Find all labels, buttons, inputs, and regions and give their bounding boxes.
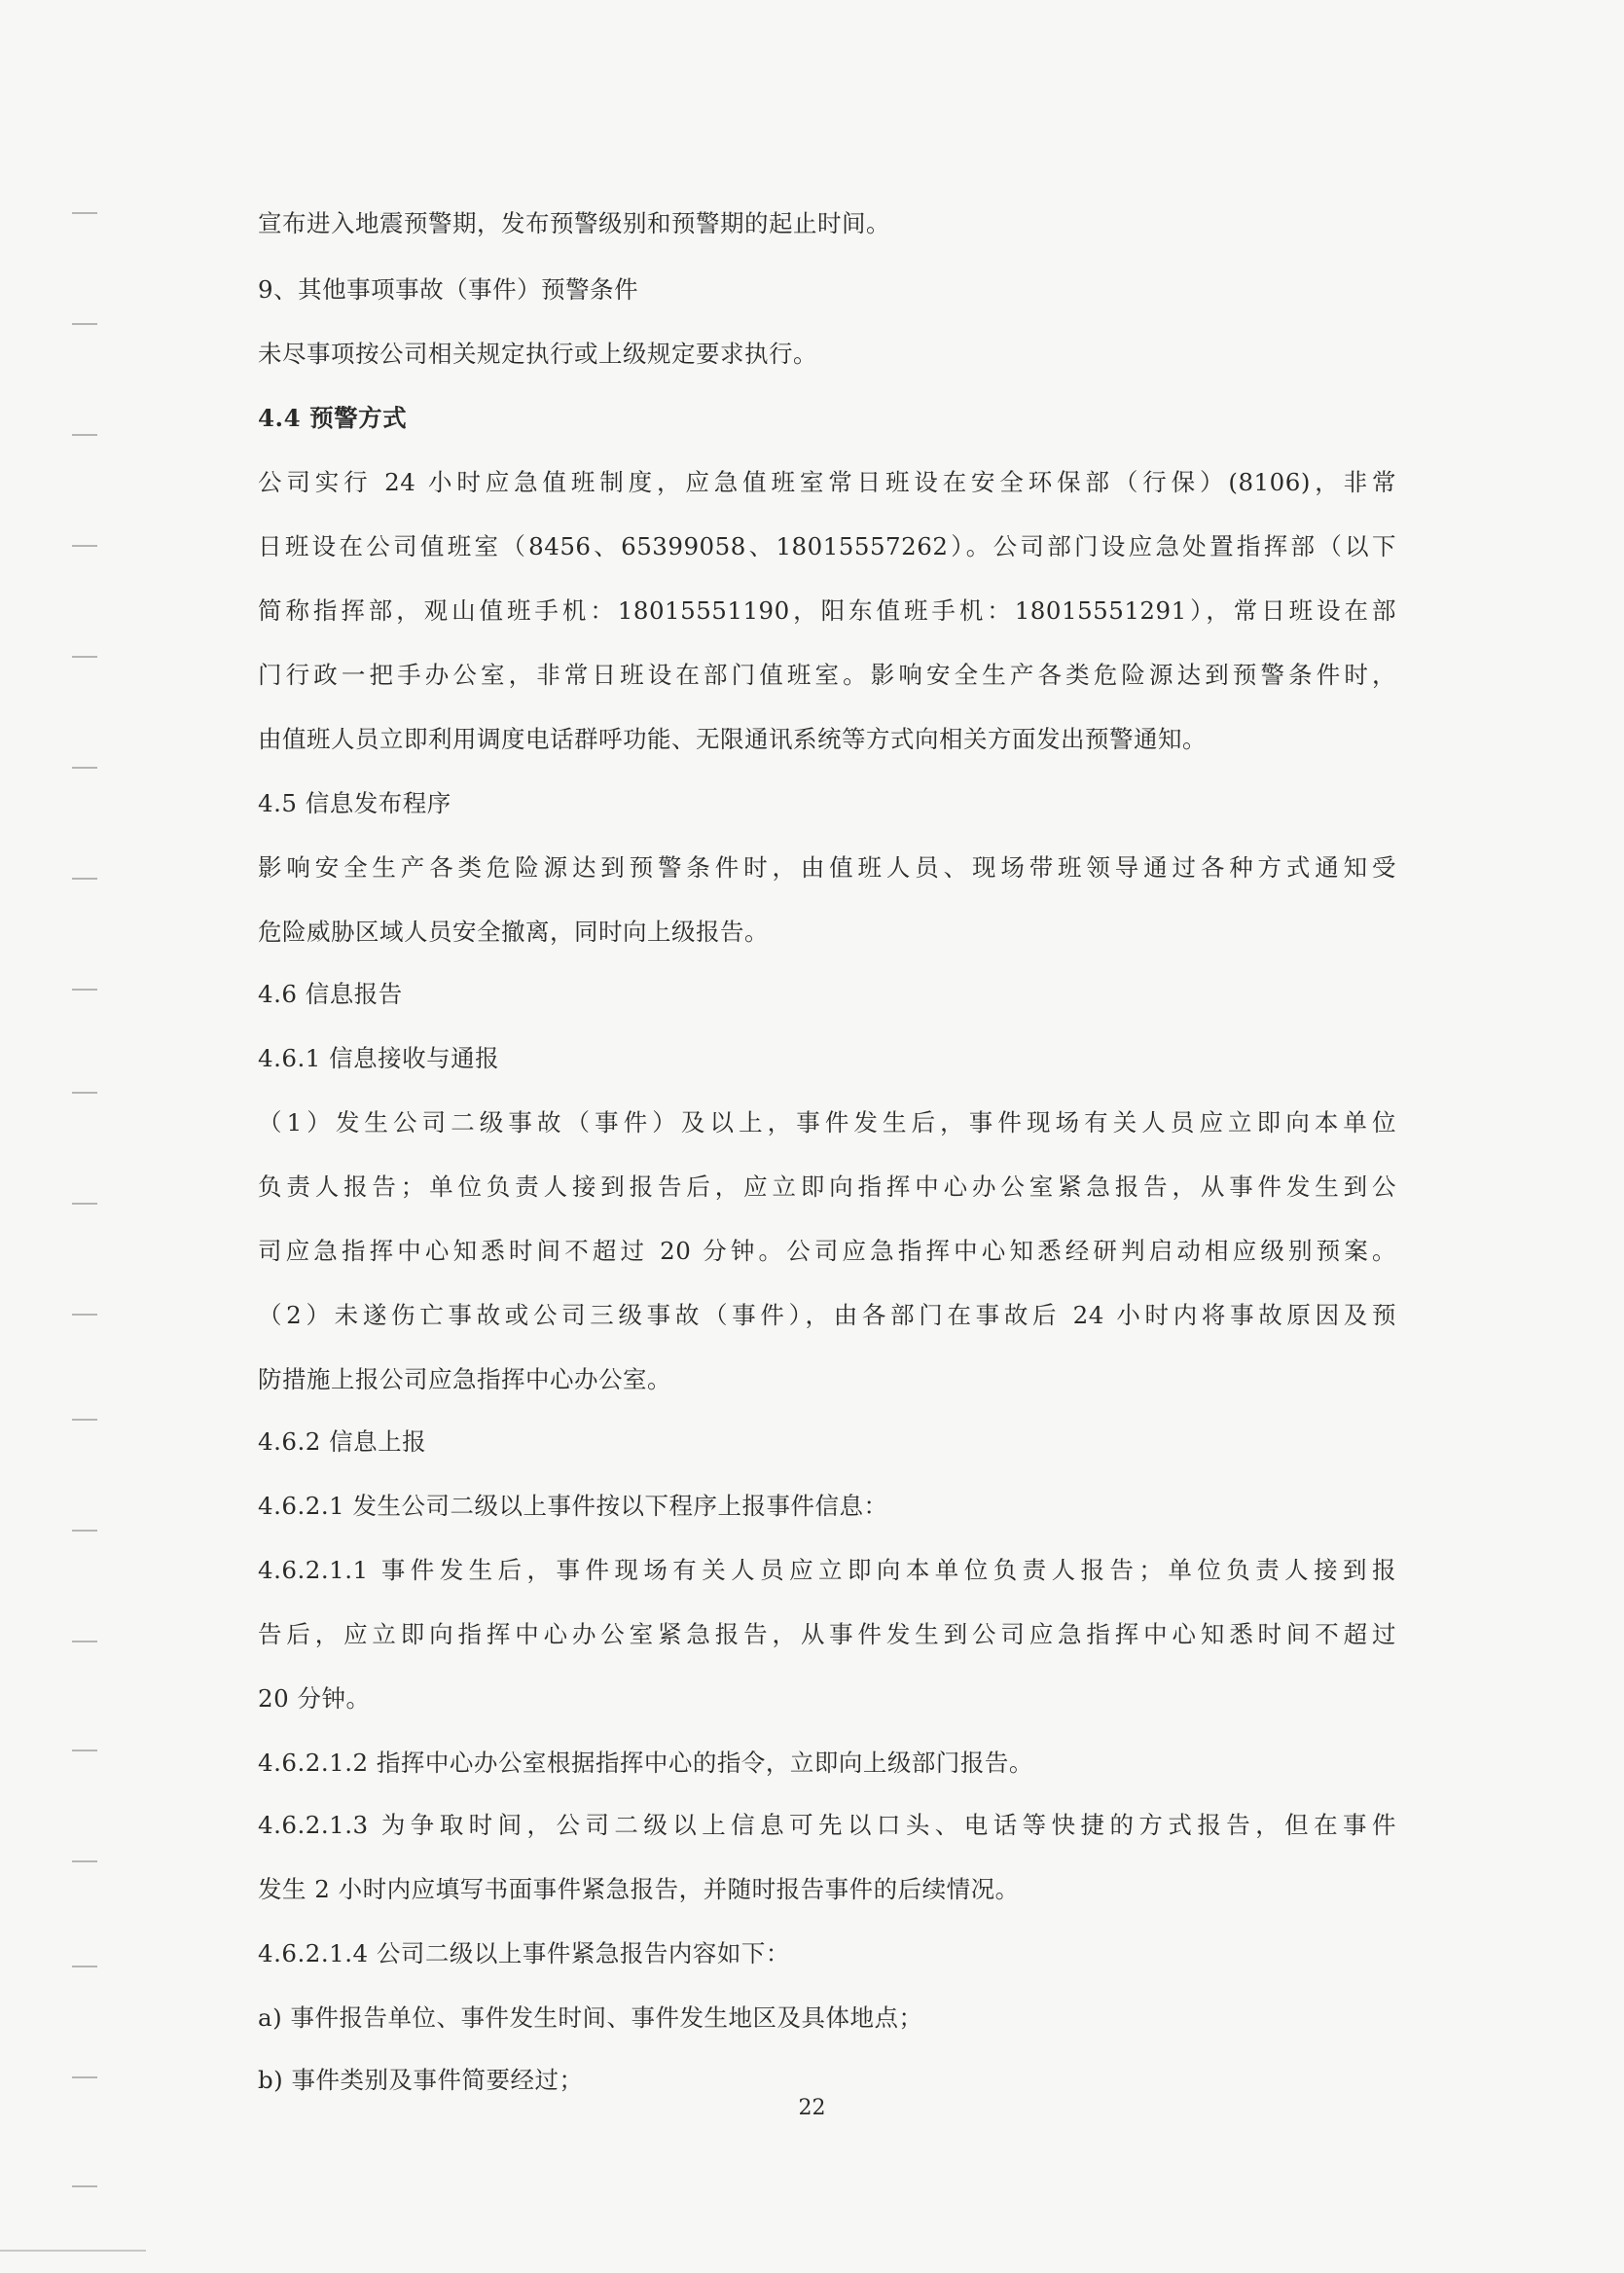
section-heading: 4.6.2 信息上报 — [258, 1427, 427, 1456]
text-line: 4.6.2.1.1 事件发生后，事件现场有关人员应立即向本单位负责人报告；单位负责人接到报 — [258, 1556, 1396, 1584]
binding-mark — [72, 1530, 97, 1532]
text-line: 由值班人员立即利用调度电话群呼功能、无限通讯系统等方式向相关方面发出预警通知。 — [258, 725, 1207, 753]
text-line: 4.6.2.1.3 为争取时间，公司二级以上信息可先以口头、电话等快捷的方式报告，但在事件 — [258, 1811, 1396, 1839]
text-line: 宣布进入地震预警期，发布预警级别和预警期的起止时间。 — [258, 209, 890, 237]
text-line: a) 事件报告单位、事件发生时间、事件发生地区及具体地点； — [258, 2003, 923, 2032]
text-line: 危险威胁区域人员安全撤离，同时向上级报告。 — [258, 918, 769, 946]
section-heading: 4.6 信息报告 — [258, 980, 403, 1008]
text-line: 4.6.2.1.4 公司二级以上事件紧急报告内容如下： — [258, 1939, 790, 1967]
text-line: （1）发生公司二级事故（事件）及以上，事件发生后，事件现场有关人员应立即向本单位 — [258, 1108, 1396, 1136]
text-line: 4.6.2.1 发生公司二级以上事件按以下程序上报事件信息： — [258, 1492, 888, 1520]
binding-mark — [72, 1641, 97, 1642]
binding-mark — [72, 1860, 97, 1862]
text-line: 影响安全生产各类危险源达到预警条件时，由值班人员、现场带班领导通过各种方式通知受 — [258, 853, 1396, 882]
binding-mark — [72, 434, 97, 436]
text-line: 门行政一把手办公室，非常日班设在部门值班室。影响安全生产各类危险源达到预警条件时， — [258, 661, 1396, 689]
binding-mark — [72, 2185, 97, 2187]
binding-mark — [72, 767, 97, 769]
scan-edge-line — [0, 2250, 146, 2252]
text-line: 4.6.2.1.2 指挥中心办公室根据指挥中心的指令，立即向上级部门报告。 — [258, 1749, 1033, 1777]
text-line: 发生 2 小时内应填写书面事件紧急报告，并随时报告事件的后续情况。 — [258, 1875, 1020, 1903]
text-line: 未尽事项按公司相关规定执行或上级规定要求执行。 — [258, 340, 817, 368]
binding-mark — [72, 2076, 97, 2078]
section-heading: 4.6.1 信息接收与通报 — [258, 1044, 500, 1072]
binding-mark — [72, 1092, 97, 1094]
section-heading: 4.5 信息发布程序 — [258, 789, 451, 817]
text-line: 20 分钟。 — [258, 1684, 371, 1713]
text-line: 司应急指挥中心知悉时间不超过 20 分钟。公司应急指挥中心知悉经研判启动相应级别预案。 — [258, 1237, 1396, 1265]
text-line: 日班设在公司值班室（8456、65399058、18015557262）。公司部门设应急处置指挥部（以下 — [258, 532, 1396, 560]
page-number: 22 — [798, 2096, 826, 2120]
text-line: 负责人报告；单位负责人接到报告后，应立即向指挥中心办公室紧急报告，从事件发生到公 — [258, 1173, 1396, 1201]
binding-mark — [72, 212, 97, 214]
text-line: （2）未遂伤亡事故或公司三级事故（事件），由各部门在事故后 24 小时内将事故原因及预 — [258, 1301, 1396, 1329]
binding-mark — [72, 656, 97, 658]
text-line: 告后，应立即向指挥中心办公室紧急报告，从事件发生到公司应急指挥中心知悉时间不超过 — [258, 1620, 1396, 1648]
binding-mark — [72, 1314, 97, 1316]
text-line: 防措施上报公司应急指挥中心办公室。 — [258, 1365, 671, 1393]
binding-mark — [72, 1419, 97, 1421]
binding-mark — [72, 545, 97, 547]
binding-mark — [72, 1966, 97, 1967]
binding-mark — [72, 878, 97, 880]
text-line: b) 事件类别及事件简要经过； — [258, 2066, 584, 2094]
binding-mark — [72, 323, 97, 325]
text-line: 9、其他事项事故（事件）预警条件 — [258, 275, 639, 304]
section-heading: 4.4 预警方式 — [258, 404, 408, 432]
binding-mark — [72, 1750, 97, 1751]
binding-mark — [72, 1203, 97, 1205]
binding-mark — [72, 989, 97, 991]
text-line: 简称指挥部，观山值班手机：18015551190，阳东值班手机：18015551291），常日班设在部 — [258, 596, 1396, 625]
text-line: 公司实行 24 小时应急值班制度，应急值班室常日班设在安全环保部（行保）(8106)，非常 — [258, 468, 1396, 496]
